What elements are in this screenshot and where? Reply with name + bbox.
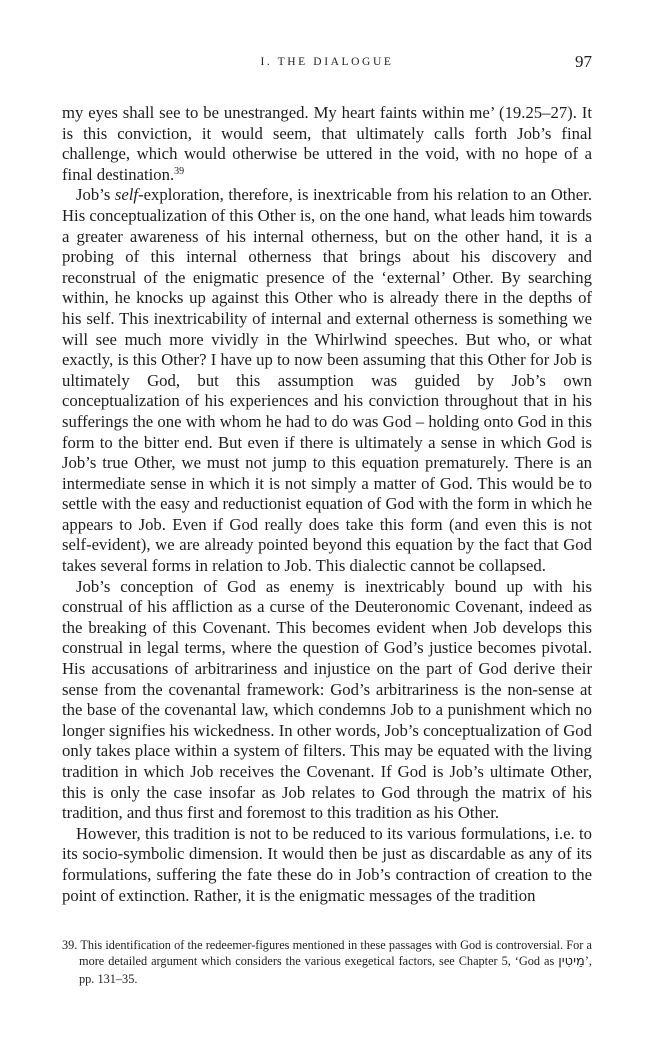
paragraph-3: Job’s conception of God as enemy is inextricably bound up with his construal of his affliction as a curse of the Deuteronomic Covenant, indeed as the breaking of this Covenant. This becomes evident when Job develops this construal in legal terms, where the question of God’s justice becomes pivotal. His accusations of arbitrariness and injustice on the part of God derive their sense from the covenantal framework: God’s arbitrariness is the non-sense at the base of the covenantal law, which condemns Job to a punishment which no longer signifies his wickedness. In other words, Job’s conceptualization of God only takes place within a system of filters. This may be equated with the living tradition in which Job receives the Covenant. If God is Job’s ultimate Other, this is only the case insofar as Job relates to God through the matrix of his tradition, and thus first and foremost to this tradition as his Other. bbox=[62, 576, 592, 823]
footnote-text-b: ’, pp. 131–35. bbox=[79, 954, 592, 986]
page-number: 97 bbox=[575, 52, 592, 71]
footnote-text-a: This identification of the redeemer-figures mentioned in these passages with God is controversial. For a more detailed argument which considers the various exegetical factors, see Chapter 5, ‘God as bbox=[79, 938, 592, 969]
paragraph-2 bbox=[62, 185, 592, 576]
paragraph-4: However, this tradition is not to be reduced to its various formulations, i.e. to its socio-symbolic dimension. It would then be just as discardable as any of its formulations, suffering the fate these do in Job’s contraction of creation to the point of extinction. Rather, it is the enigmatic messages of the tradition bbox=[62, 823, 592, 905]
paragraph-1 bbox=[62, 103, 592, 185]
footnote-39 bbox=[62, 937, 592, 987]
paragraph-2-text: -exploration, therefore, is inextricable from his relation to an Other. His conceptualization of this Other is, on the one hand, what leads him towards a greater awareness of his internal otherness, but on the other hand, it is a probing of this internal otherness that brings about his discovery and reconstrual of the enigmatic presence of the ‘external’ Other. By searching within, he knocks up against this Other who is already there in the depths of his self. This inextricability of internal and external otherness is something we will see much more vividly in the Whirlwind speeches. But who, or what exactly, is this Other? I have up to now been assuming that this Other for Job is ultimately God, but this assumption was guided by Job’s own conceptualization of his experiences and his conviction throughout that in his sufferings the one with whom he had to do was God – holding onto God in this form to the bitter end. But even if there is ultimately a sense in which God is Job’s true Other, we must not jump to this equation prematurely. There is an intermediate sense in which it is not simply a matter of God. This would be to settle with the easy and reductionist equation of God with the form in which he appears to Job. Even if God really does take this form (and even this is not self-evident), we are already pointed beyond this equation by the fact that God takes several forms in relation to Job. This dialectic cannot be collapsed. bbox=[62, 185, 592, 576]
body-text bbox=[62, 103, 592, 906]
hebrew-word: מֵיטִין bbox=[558, 954, 585, 970]
footnote-number: 39. bbox=[62, 938, 78, 952]
emphasis-self: self bbox=[114, 185, 139, 205]
running-head: I. THE DIALOGUE bbox=[260, 56, 394, 68]
paragraph-1-text: my eyes shall see to be unestranged. My heart faints within me’ (19.25–27). It is this conviction, it would seem, that ultimately calls forth Job’s final challenge, which would otherwise be uttered in the void, with no hope of a final destination. bbox=[62, 103, 592, 184]
footnote-reference[interactable]: 39 bbox=[174, 165, 185, 177]
paragraph-2-start: Job’s bbox=[76, 185, 115, 205]
page-header bbox=[62, 52, 592, 76]
